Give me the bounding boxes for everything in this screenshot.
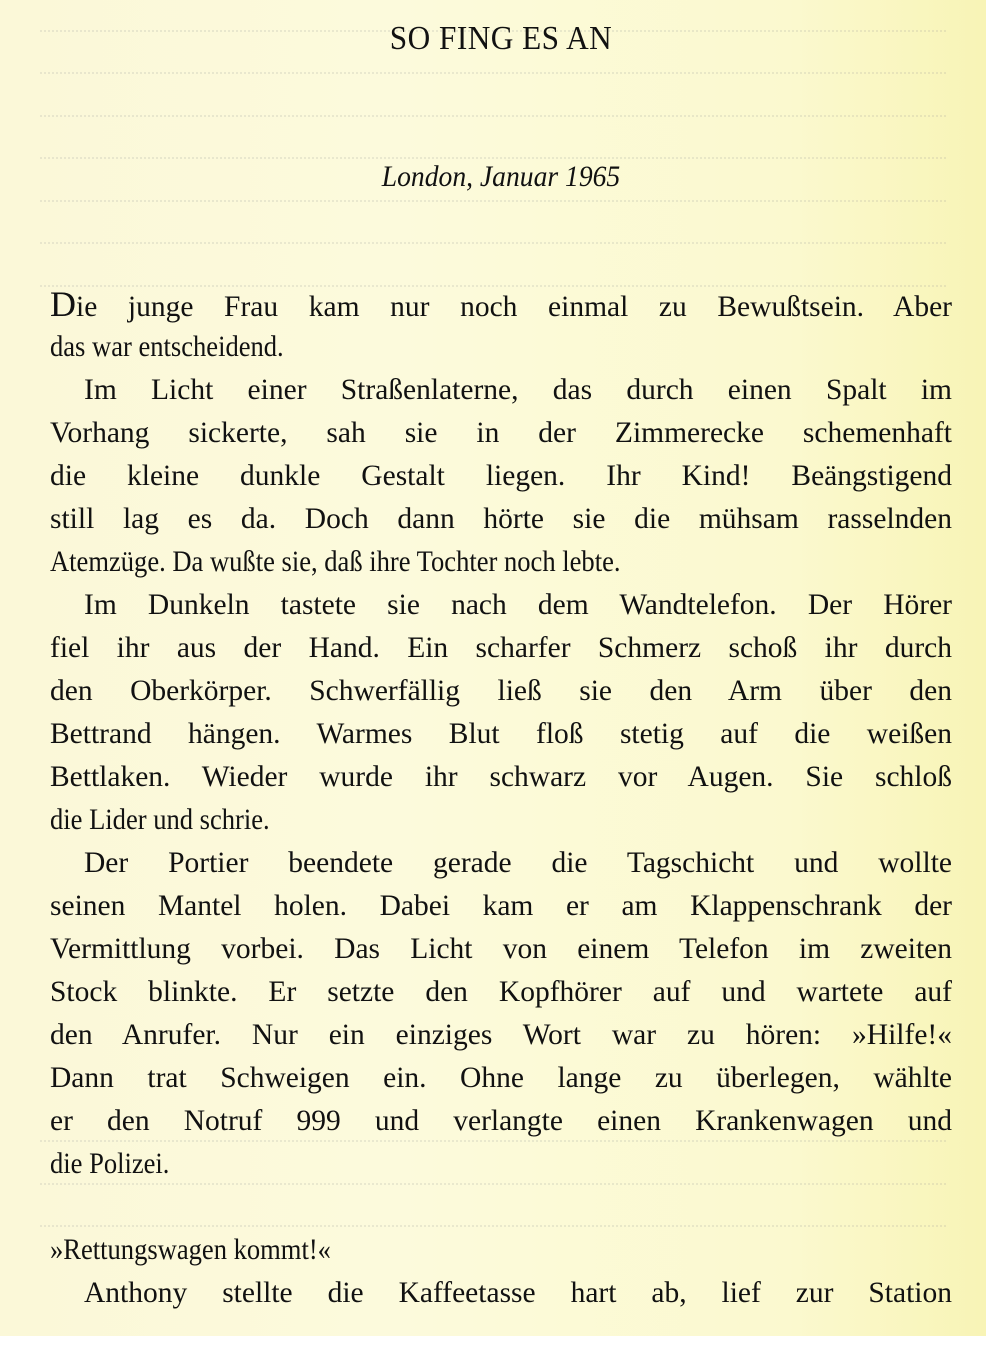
paragraph-3-line-5: Bettlaken. Wieder wurde ihr schwarz vor Augen. Sie schloß: [50, 761, 952, 793]
paragraph-2-line-5: Atemzüge. Da wußte sie, daß ihre Tochter noch lebte.: [50, 546, 621, 578]
paragraph-4-line-3: Vermittlung vorbei. Das Licht von einem Telefon im zweiten: [50, 933, 952, 965]
paragraph-4-line-1: Der Portier beendete gerade die Tagschicht und wollte: [84, 847, 952, 879]
paragraph-3-line-2: fiel ihr aus der Hand. Ein scharfer Schmerz schoß ihr durch: [50, 632, 952, 664]
paragraph-2-line-3: die kleine dunkle Gestalt liegen. Ihr Kind! Beängstigend: [50, 460, 952, 492]
paragraph-3-line-1: Im Dunkeln tastete sie nach dem Wandtelefon. Der Hörer: [84, 589, 952, 621]
paragraph-4-line-8: die Polizei.: [50, 1148, 170, 1180]
paragraph-6-line-1: Anthony stellte die Kaffeetasse hart ab, lief zur Station: [84, 1277, 952, 1309]
dateline: London, Januar 1965: [381, 160, 621, 193]
paragraph-1-line-2: das war entscheidend.: [50, 331, 284, 363]
chapter-title: SO FING ES AN: [389, 20, 613, 57]
paragraph-2-line-4: still lag es da. Doch dann hörte sie die mühsam rasselnden: [50, 503, 952, 535]
paragraph-5-line-1: »Rettungswagen kommt!«: [50, 1234, 331, 1266]
paragraph-2-line-1: Im Licht einer Straßenlaterne, das durch einen Spalt im: [84, 374, 952, 406]
paragraph-3-line-4: Bettrand hängen. Warmes Blut floß stetig auf die weißen: [50, 718, 952, 750]
paragraph-4-line-7: er den Notruf 999 und verlangte einen Krankenwagen und: [50, 1105, 952, 1137]
paragraph-1-line-1: Die junge Frau kam nur noch einmal zu Bewußtsein. Aber: [50, 284, 952, 324]
paragraph-4-line-4: Stock blinkte. Er setzte den Kopfhörer auf und wartete auf: [50, 976, 952, 1008]
paragraph-3-line-6: die Lider und schrie.: [50, 804, 270, 836]
paragraph-4-line-5: den Anrufer. Nur ein einziges Wort war zu hören: »Hilfe!«: [50, 1019, 952, 1051]
paragraph-3-line-3: den Oberkörper. Schwerfällig ließ sie den Arm über den: [50, 675, 952, 707]
drop-cap: D: [50, 284, 76, 324]
paragraph-2-line-2: Vorhang sickerte, sah sie in der Zimmerecke schemenhaft: [50, 417, 952, 449]
paragraph-4-line-6: Dann trat Schweigen ein. Ohne lange zu überlegen, wählte: [50, 1062, 952, 1094]
paragraph-4-line-2: seinen Mantel holen. Dabei kam er am Klappenschrank der: [50, 890, 952, 922]
